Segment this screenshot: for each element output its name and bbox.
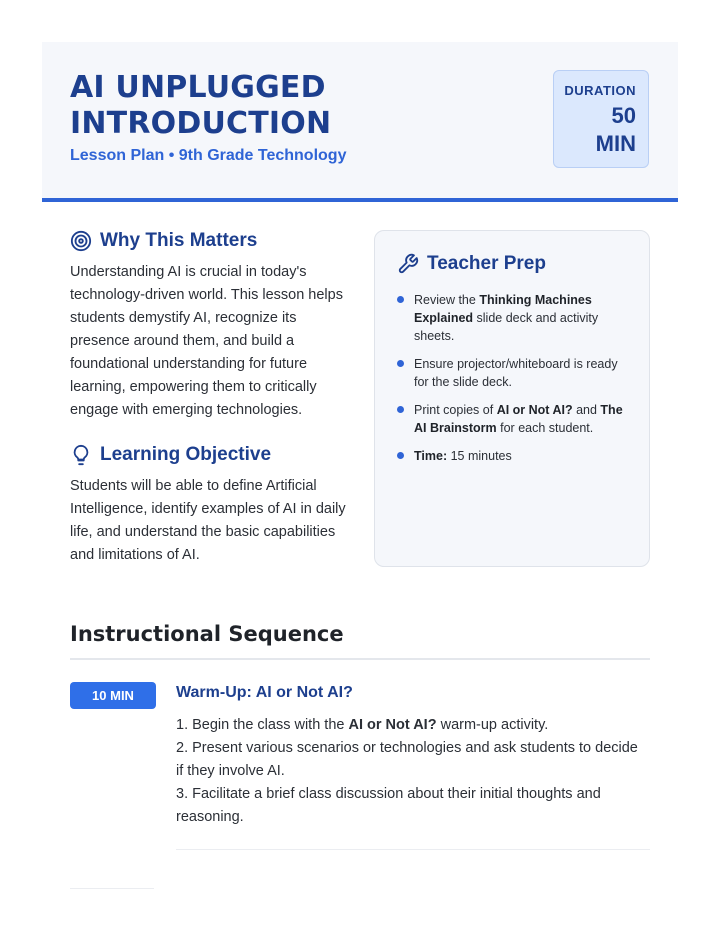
- prep-item-text: Print copies of: [414, 403, 497, 417]
- step-bold: AI or Not AI?: [348, 717, 437, 733]
- duration-value: [554, 102, 636, 158]
- step-title: Warm-Up: AI or Not AI?: [176, 684, 353, 701]
- prep-item-bold: Time:: [414, 449, 448, 463]
- prep-item-bold: The AI Brainstorm: [414, 403, 623, 435]
- page-subtitle: Lesson Plan • 9th Grade Technology: [70, 147, 347, 164]
- sequence-heading: Instructional Sequence: [70, 622, 344, 646]
- prep-item-text: Review the: [414, 293, 480, 307]
- bullet-dot: [397, 452, 404, 459]
- prep-item: [397, 401, 635, 437]
- bullet-dot: [397, 406, 404, 413]
- wrench-icon: [397, 253, 419, 275]
- duration-unit: MIN: [595, 131, 636, 156]
- duration-badge: [553, 70, 649, 168]
- objective-text: Students will be able to define Artificial Intelligence, identify examples of AI in daily life, and understand the basic capabilities and limitations of AI.: [70, 478, 346, 563]
- step-body: [176, 714, 646, 829]
- bullet-dot: [397, 296, 404, 303]
- why-text: Understanding AI is crucial in today's technology-driven world. This lesson helps students demystify AI, recognize its presence around them, and build a foundational understanding for future learning, empowering them to critically engage with emerging technologies.: [70, 264, 343, 418]
- bullet-dot: [397, 360, 404, 367]
- why-heading: [70, 230, 257, 252]
- prep-heading: [397, 253, 546, 275]
- why-heading-label: Why This Matters: [100, 230, 258, 251]
- divider: [176, 849, 650, 850]
- duration-number: 50: [611, 103, 636, 128]
- prep-item-bold: Thinking Machines Explained: [414, 293, 592, 325]
- prep-item-text: and: [572, 403, 601, 417]
- step-text: 1. Begin the class with the: [176, 717, 349, 733]
- title-line-1: AI UNPLUGGED: [70, 70, 326, 105]
- prep-item-text: 15 minutes: [447, 449, 512, 463]
- divider: [70, 658, 650, 660]
- target-icon: [70, 230, 92, 252]
- page-title: [70, 70, 490, 142]
- prep-item-bold: AI or Not AI?: [496, 403, 573, 417]
- lightbulb-icon: [70, 444, 92, 466]
- step-line: 2. Present various scenarios or technologies and ask students to decide if they involve AI.: [176, 740, 638, 779]
- prep-list: [397, 291, 635, 475]
- prep-item-text: Ensure projector/whiteboard is ready for the slide deck.: [414, 357, 618, 389]
- title-line-2: INTRODUCTION: [70, 106, 332, 141]
- step-line: 3. Facilitate a brief class discussion about their initial thoughts and reasoning.: [176, 786, 601, 825]
- lesson-header: [42, 42, 678, 202]
- duration-label: DURATION: [564, 83, 636, 98]
- divider: [70, 888, 154, 889]
- prep-item-text: for each student.: [496, 421, 594, 435]
- prep-item: [397, 355, 635, 391]
- step-time-badge: 10 MIN: [70, 682, 156, 709]
- prep-item-text: slide deck and activity sheets.: [414, 311, 599, 343]
- teacher-prep-card: [374, 230, 650, 567]
- prep-item: [397, 447, 635, 465]
- prep-item: [397, 291, 635, 345]
- step-text: warm-up activity.: [436, 717, 549, 733]
- objective-heading-label: Learning Objective: [100, 444, 272, 465]
- objective-heading: [70, 444, 271, 466]
- step-line: [176, 714, 646, 737]
- prep-heading-label: Teacher Prep: [427, 253, 546, 274]
